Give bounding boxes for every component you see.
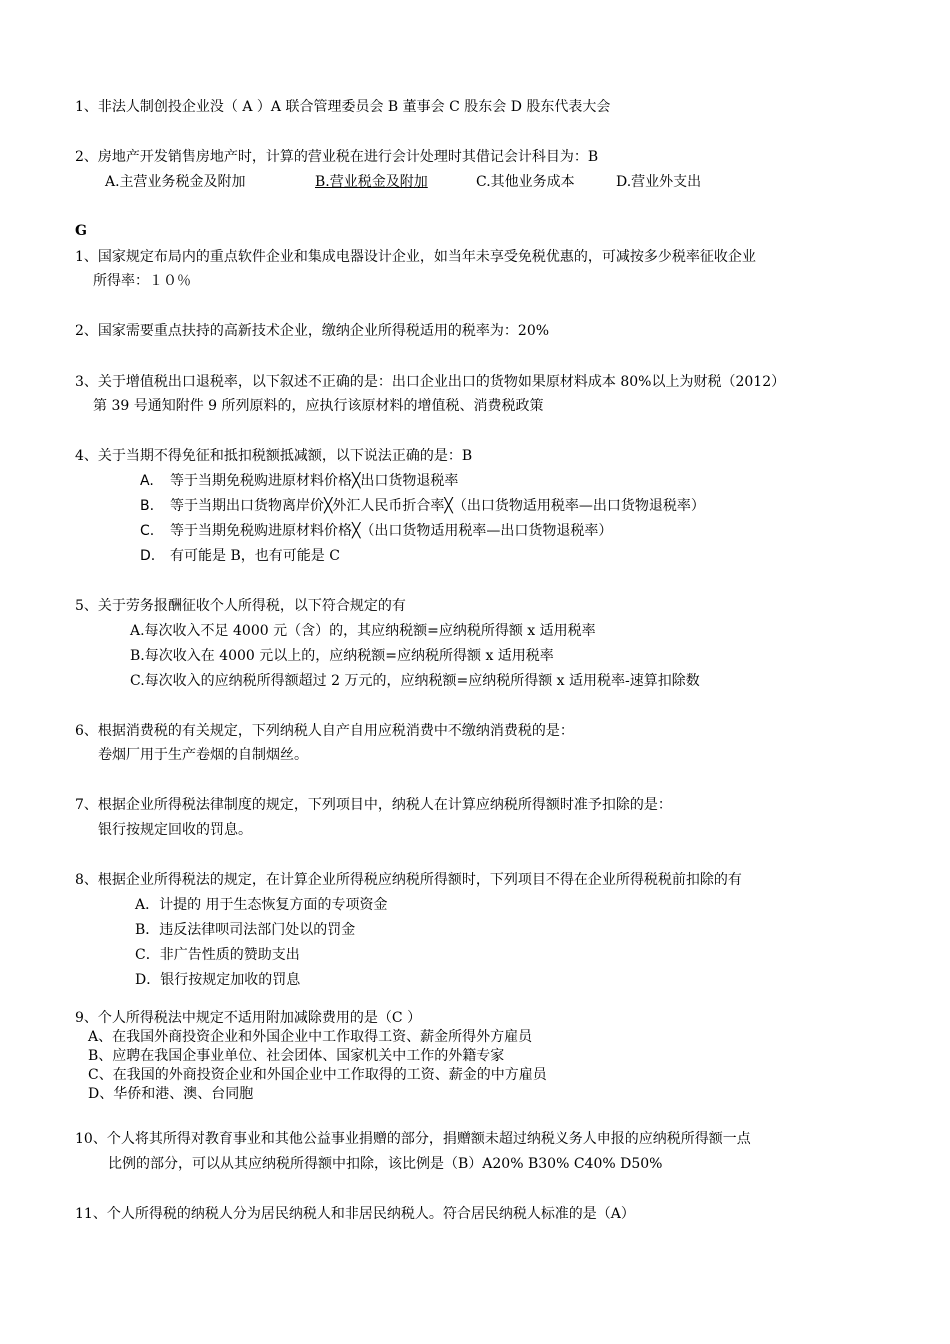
question-f2-option-a: A.主营业务税金及附加: [105, 174, 246, 190]
question-7-line-1: 7、根据企业所得税法律制度的规定，下列项目中，纳税人在计算应纳税所得额时准予扣除的是：: [75, 797, 672, 813]
question-4-option-b-label: B.: [140, 498, 155, 514]
question-10-line-1: 10、个人将其所得对教育事业和其他公益事业捐赠的部分，捐赠额未超过纳税义务人申报的应纳税所得额一点: [75, 1131, 751, 1147]
question-4-option-d: 有可能是 B，也有可能是 C: [170, 548, 340, 564]
question-8-option-b: B．违反法律呗司法部门处以的罚金: [135, 922, 356, 938]
question-4-option-d-label: D.: [140, 548, 156, 564]
question-4-option-c: 等于当期免税购进原材料价格╳（出口货物适用税率—出口货物退税率）: [170, 523, 613, 539]
question-4-option-b: 等于当期出口货物离岸价╳外汇人民币折合率╳（出口货物适用税率—出口货物退税率）: [170, 498, 705, 514]
question-11: 11、个人所得税的纳税人分为居民纳税人和非居民纳税人。符合居民纳税人标准的是（A）: [75, 1206, 635, 1222]
question-9: 9、个人所得税法中规定不适用附加减除费用的是（C ）: [75, 1010, 422, 1026]
question-f1: 1、非法人制创投企业没（ A ）A 联合管理委员会 B 董事会 C 股东会 D 股东代表大会: [75, 99, 611, 115]
question-8-option-a: A．计提的 用于生态恢复方面的专项资金: [135, 897, 388, 913]
question-f2-option-d: D.营业外支出: [616, 174, 702, 190]
question-6-line-2: 卷烟厂用于生产卷烟的自制烟丝。: [98, 747, 308, 763]
question-4-option-c-label: C.: [140, 523, 155, 539]
question-5-option-a: A.每次收入不足 4000 元（含）的，其应纳税额=应纳税所得额 x 适用税率: [130, 623, 596, 639]
question-3-line-2: 第 39 号通知附件 9 所列原料的，应执行该原材料的增值税、消费税政策: [93, 398, 544, 414]
question-8: 8、根据企业所得税法的规定，在计算企业所得税应纳税所得额时，下列项目不得在企业所得税税前扣除的有: [75, 872, 742, 888]
question-4-option-a-label: A.: [140, 473, 154, 489]
question-f2-option-b: B.营业税金及附加: [315, 174, 428, 190]
question-7-line-2: 银行按规定回收的罚息。: [98, 822, 252, 838]
question-1-line-2: 所得率：１０％: [93, 273, 191, 289]
question-5-option-b: B.每次收入在 4000 元以上的，应纳税额=应纳税所得额 x 适用税率: [130, 648, 554, 664]
question-8-option-d: D．银行按规定加收的罚息: [135, 972, 301, 988]
question-3-line-1: 3、关于增值税出口退税率，以下叙述不正确的是：出口企业出口的货物如果原材料成本 80%以上为财税（2012）: [75, 374, 786, 390]
question-8-option-c: C．非广告性质的赞助支出: [135, 947, 300, 963]
question-10-line-2: 比例的部分，可以从其应纳税所得额中扣除，该比例是（B）A20% B30% C40% D50%: [108, 1156, 663, 1172]
question-2: 2、国家需要重点扶持的高新技术企业，缴纳企业所得税适用的税率为：20%: [75, 323, 550, 339]
question-6-line-1: 6、根据消费税的有关规定，下列纳税人自产自用应税消费中不缴纳消费税的是：: [75, 723, 574, 739]
section-heading: G: [75, 223, 87, 239]
question-4: 4、关于当期不得免征和抵扣税额抵减额，以下说法正确的是：B: [75, 448, 473, 464]
question-f2-option-c: C.其他业务成本: [476, 174, 575, 190]
question-5: 5、关于劳务报酬征收个人所得税，以下符合规定的有: [75, 598, 406, 614]
question-1-line-1: 1、国家规定布局内的重点软件企业和集成电器设计企业，如当年未享受免税优惠的，可减按多少税率征收企业: [75, 249, 756, 265]
question-9-option-c: C、在我国的外商投资企业和外国企业中工作取得的工资、薪金的中方雇员: [88, 1067, 547, 1083]
question-9-option-d: D、华侨和港、澳、台同胞: [88, 1086, 254, 1102]
question-9-option-a: A、在我国外商投资企业和外国企业中工作取得工资、薪金所得外方雇员: [88, 1029, 533, 1045]
question-5-option-c: C.每次收入的应纳税所得额超过 2 万元的，应纳税额=应纳税所得额 x 适用税率-速算扣除数: [130, 673, 700, 689]
question-4-option-a: 等于当期免税购进原材料价格╳出口货物退税率: [170, 473, 459, 489]
question-f2: 2、房地产开发销售房地产时，计算的营业税在进行会计处理时其借记会计科目为：B: [75, 149, 599, 165]
question-9-option-b: B、应聘在我国企事业单位、社会团体、国家机关中工作的外籍专家: [88, 1048, 505, 1064]
